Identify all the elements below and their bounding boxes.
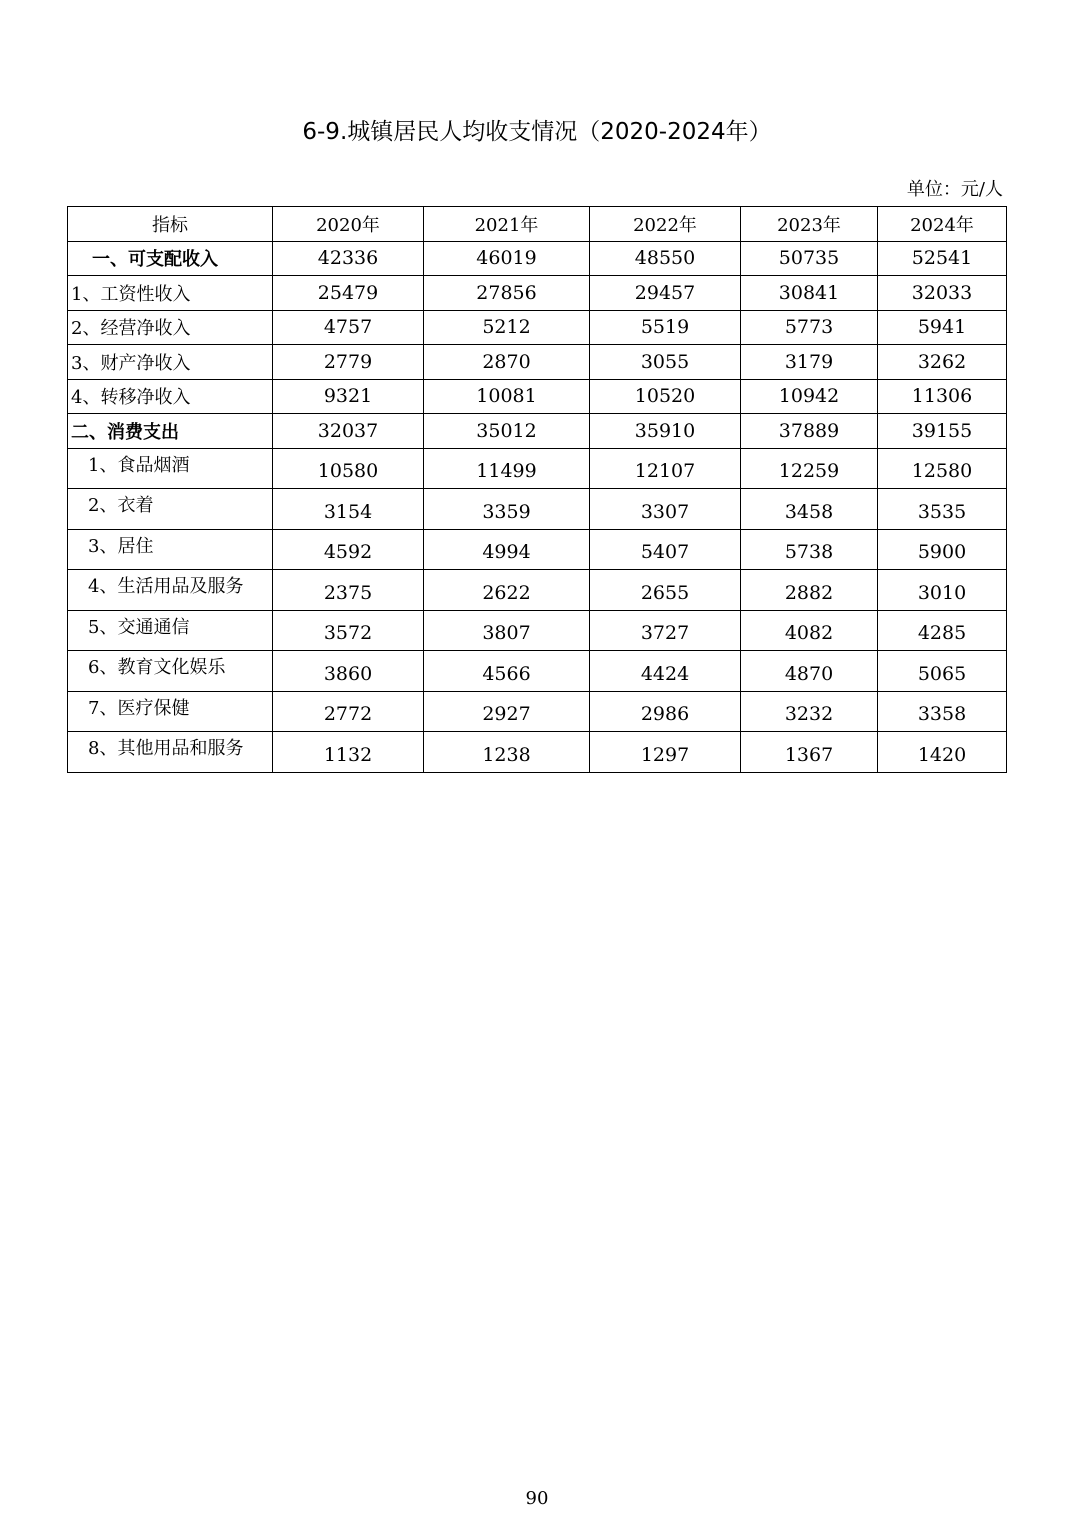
table-cell: 4994 (424, 529, 590, 570)
table-cell: 4757 (273, 310, 424, 345)
row-label: 7、医疗保健 (68, 691, 273, 732)
table-cell: 3860 (273, 651, 424, 692)
table-row (68, 276, 1007, 311)
table-cell: 1238 (424, 732, 590, 773)
table-cell: 1367 (741, 732, 878, 773)
table-row (68, 379, 1007, 414)
table-cell: 3458 (741, 489, 878, 530)
table-cell: 5900 (878, 529, 1007, 570)
table-cell: 50735 (741, 241, 878, 276)
table-cell: 5941 (878, 310, 1007, 345)
table-cell: 30841 (741, 276, 878, 311)
row-label: 6、教育文化娱乐 (68, 651, 273, 692)
table-cell: 4082 (741, 610, 878, 651)
table-cell: 5407 (590, 529, 741, 570)
table-cell: 11499 (424, 448, 590, 489)
column-header-year: 2021年 (424, 207, 590, 242)
column-header-year: 2024年 (878, 207, 1007, 242)
table-cell: 10081 (424, 379, 590, 414)
table-cell: 48550 (590, 241, 741, 276)
table-cell: 32033 (878, 276, 1007, 311)
table-cell: 3727 (590, 610, 741, 651)
table-cell: 3358 (878, 691, 1007, 732)
table-cell: 5519 (590, 310, 741, 345)
table-cell: 11306 (878, 379, 1007, 414)
table-cell: 2375 (273, 570, 424, 611)
unit-label: 单位：元/人 (906, 179, 1003, 200)
table-cell: 35910 (590, 414, 741, 449)
row-label: 3、居住 (68, 529, 273, 570)
table-cell: 1420 (878, 732, 1007, 773)
table-cell: 25479 (273, 276, 424, 311)
table-cell: 4592 (273, 529, 424, 570)
table-cell: 1297 (590, 732, 741, 773)
table-row (68, 345, 1007, 380)
table-cell: 4424 (590, 651, 741, 692)
row-label: 2、经营净收入 (68, 310, 273, 345)
row-label: 一、可支配收入 (68, 241, 273, 276)
table-cell: 5212 (424, 310, 590, 345)
table-cell: 10580 (273, 448, 424, 489)
table-cell: 42336 (273, 241, 424, 276)
row-label: 2、衣着 (68, 489, 273, 530)
column-header-year: 2023年 (741, 207, 878, 242)
table-row (68, 570, 1007, 611)
column-header-indicator: 指标 (68, 207, 273, 242)
table-cell: 9321 (273, 379, 424, 414)
table-cell: 5738 (741, 529, 878, 570)
table-header-row (68, 207, 1007, 242)
table-row (68, 310, 1007, 345)
table-cell: 29457 (590, 276, 741, 311)
table-cell: 3262 (878, 345, 1007, 380)
income-expenditure-table (67, 206, 1007, 773)
row-label: 4、转移净收入 (68, 379, 273, 414)
table-row (68, 414, 1007, 449)
table-row (68, 241, 1007, 276)
table-cell: 2927 (424, 691, 590, 732)
column-header-year: 2022年 (590, 207, 741, 242)
table-cell: 3154 (273, 489, 424, 530)
page-number: 90 (525, 1488, 549, 1509)
table-cell: 39155 (878, 414, 1007, 449)
table-cell: 27856 (424, 276, 590, 311)
table-cell: 12107 (590, 448, 741, 489)
table-row (68, 610, 1007, 651)
row-label: 二、消费支出 (68, 414, 273, 449)
table-cell: 52541 (878, 241, 1007, 276)
table-cell: 1132 (273, 732, 424, 773)
row-label: 4、生活用品及服务 (68, 570, 273, 611)
table-cell: 46019 (424, 241, 590, 276)
table-cell: 12259 (741, 448, 878, 489)
page-title: 6-9.城镇居民人均收支情况（2020-2024年） (302, 119, 772, 145)
table-cell: 2779 (273, 345, 424, 380)
table-row (68, 448, 1007, 489)
table-cell: 3307 (590, 489, 741, 530)
table-cell: 2655 (590, 570, 741, 611)
table-cell: 4566 (424, 651, 590, 692)
table-cell: 3179 (741, 345, 878, 380)
table-cell: 3535 (878, 489, 1007, 530)
table-cell: 32037 (273, 414, 424, 449)
column-header-year: 2020年 (273, 207, 424, 242)
table-body (68, 241, 1007, 772)
row-label: 1、食品烟酒 (68, 448, 273, 489)
table-row (68, 651, 1007, 692)
table-cell: 3359 (424, 489, 590, 530)
row-label: 1、工资性收入 (68, 276, 273, 311)
table-cell: 5773 (741, 310, 878, 345)
table-cell: 2986 (590, 691, 741, 732)
row-label: 8、其他用品和服务 (68, 732, 273, 773)
table-cell: 5065 (878, 651, 1007, 692)
table-cell: 2772 (273, 691, 424, 732)
table-cell: 10520 (590, 379, 741, 414)
table-cell: 2622 (424, 570, 590, 611)
table-row (68, 691, 1007, 732)
table-cell: 10942 (741, 379, 878, 414)
table-cell: 4870 (741, 651, 878, 692)
table-row (68, 489, 1007, 530)
table-row (68, 732, 1007, 773)
table-cell: 3572 (273, 610, 424, 651)
table-cell: 37889 (741, 414, 878, 449)
table-cell: 35012 (424, 414, 590, 449)
table-row (68, 529, 1007, 570)
table-cell: 2882 (741, 570, 878, 611)
table-cell: 3807 (424, 610, 590, 651)
table-cell: 2870 (424, 345, 590, 380)
table-cell: 12580 (878, 448, 1007, 489)
row-label: 5、交通通信 (68, 610, 273, 651)
row-label: 3、财产净收入 (68, 345, 273, 380)
table-cell: 3232 (741, 691, 878, 732)
table-cell: 3010 (878, 570, 1007, 611)
table-cell: 3055 (590, 345, 741, 380)
table-cell: 4285 (878, 610, 1007, 651)
